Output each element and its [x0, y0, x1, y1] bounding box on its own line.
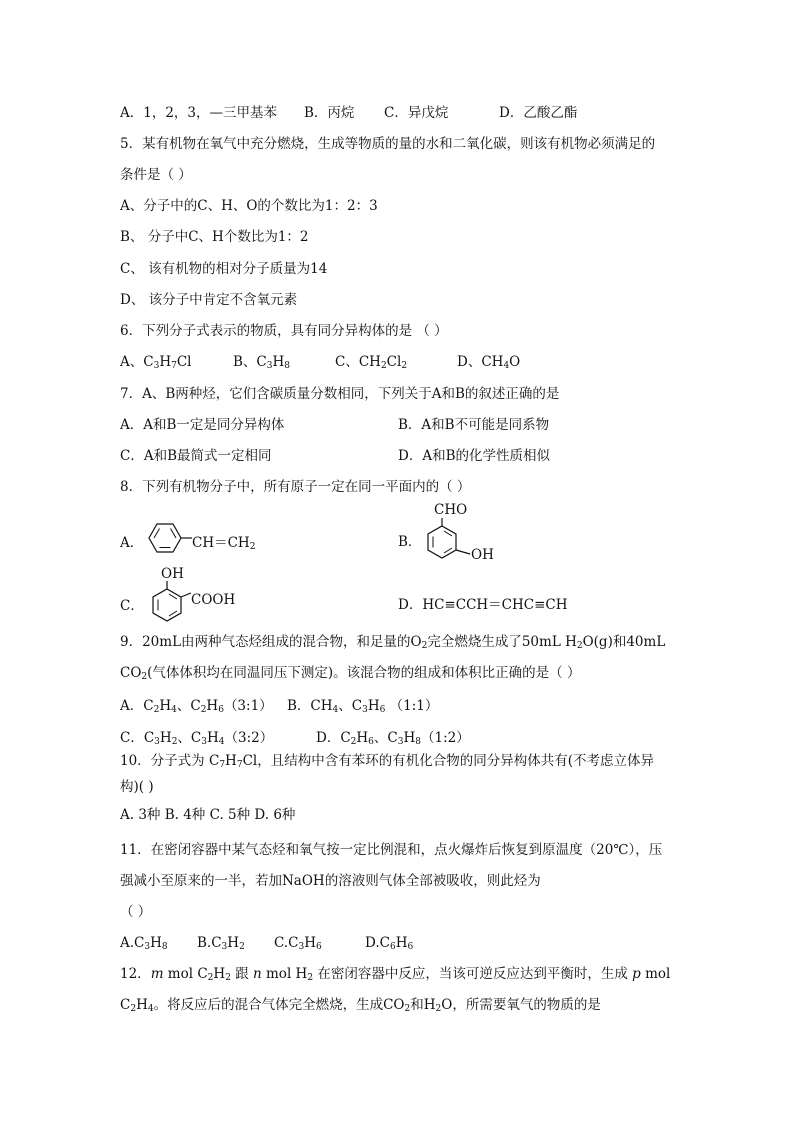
q6-option-a: A、$C_3H_7Cl$ — [120, 354, 192, 371]
q9-stem-line-2: $CO_2$(气体体积均在同温同压下测定)。该混合物的组成和体积比正确的是（ ） — [120, 665, 581, 682]
q8-a-vinyl-group: $CH=CH_2$ — [192, 535, 256, 552]
q9-option-c: C．$C_3H_2$、$C_3H_4(3:2)$ — [120, 730, 274, 747]
q5-option-b: B、 分子中C、H个数比为1：2 — [120, 229, 309, 245]
q8-c-cooh-label: COOH — [191, 592, 236, 608]
q8-b-oh-label: OH — [471, 547, 494, 563]
q5-stem-line-1: 5．某有机物在氧气中充分燃烧，生成等物质的量的水和二氧化碳，则该有机物必须满足的 — [120, 136, 656, 152]
q10-stem-line-1: 10．分子式为 $C_7H_7Cl$，且结构中含有苯环的有机化合物的同分异构体共有(不考虑立体异 — [120, 753, 654, 770]
q8-c-oh-label: OH — [161, 566, 184, 582]
q11-stem-line-2: 强减小至原来的一半，若加NaOH的溶液则气体全部被吸收，则此烃为 — [120, 873, 541, 889]
q11-stem-line-1: 11．在密闭容器中某气态烃和氧气按一定比例混和，点火爆炸后恢复到原温度（20℃），压 — [120, 842, 663, 858]
q10-stem-line-2: 构)( ) — [120, 779, 154, 795]
q5-option-a: A、分子中的C、H、O的个数比为1：2：3 — [120, 198, 378, 214]
q5-option-c: C、 该有机物的相对分子质量为14 — [120, 261, 328, 277]
q11-option-b: $B.C_3H_2$ — [197, 935, 245, 952]
q6-option-d: D、$CH_4O$ — [457, 354, 521, 371]
q10-options: A. 3种 B. 4种 C. 5种 D. 6种 — [120, 807, 296, 823]
q9-stem-line-1: 9．20mL由两种气态烃组成的混合物，和足量的$O_2$完全燃烧生成了50mL $H_2O(g)$和40mL — [120, 634, 666, 651]
q9-option-b: B．$CH_4$、$C_3H_6$ （1:1） — [287, 698, 439, 715]
q6-stem: 6．下列分子式表示的物质，具有同分异构体的是 （ ） — [120, 323, 448, 339]
q8-b-cho-label: CHO — [434, 502, 468, 518]
q5-stem-line-2: 条件是（ ） — [120, 167, 192, 183]
q5-option-d: D、 该分子中肯定不含氧元素 — [120, 292, 298, 308]
q7-option-b: B．A和B不可能是同系物 — [398, 417, 550, 433]
q8-option-c-label: C． — [120, 598, 144, 614]
q7-option-c: C．A和B最简式一定相同 — [120, 448, 272, 464]
q12-stem-line-2: $C_2H_4$。将反应后的混合气体完全燃烧，生成$CO_2$和$H_2O$，所需要氧气的物质的是 — [120, 997, 601, 1014]
q11-stem-line-3: （ ） — [120, 904, 152, 920]
q8-option-d: D．HC≡CCH＝CHC≡CH — [398, 597, 568, 613]
q4-option-d: D．乙酸乙酯 — [499, 105, 578, 121]
q7-option-a: A．A和B一定是同分异构体 — [120, 417, 285, 433]
q4-option-b: B．丙烷 — [304, 105, 355, 121]
q8-stem: 8．下列有机物分子中，所有原子一定在同一平面内的（ ） — [120, 479, 471, 495]
q11-option-d: $D.C_6H_6$ — [365, 935, 414, 952]
q4-option-a: A．1，2，3，—三甲基苯 — [120, 105, 278, 121]
q9-option-a: A．$C_2H_4$、$C_2H_6(3:1)$ — [120, 698, 273, 715]
q6-option-c: C、$CH_2Cl_2$ — [335, 354, 408, 371]
q9-option-d: D．$C_2H_6$、$C_3H_8(1:2)$ — [316, 730, 470, 747]
q6-option-b: B、$C_3H_8$ — [233, 354, 290, 371]
q7-stem: 7．A、B两种烃，它们含碳质量分数相同，下列关于A和B的叙述正确的是 — [120, 386, 560, 402]
q8-option-b-label: B． — [398, 534, 422, 550]
q7-option-d: D．A和B的化学性质相似 — [398, 448, 550, 464]
q4-option-c: C．异戊烷 — [384, 105, 449, 121]
q11-option-a: $A.C_3H_8$ — [120, 935, 168, 952]
q8-a-benzene-ring — [140, 522, 200, 562]
q12-stem-line-1: 12．m mol $C_2H_2$ 跟 n mol $H_2$ 在密闭容器中反应，当该可逆反应达到平衡时，生成 p mol — [120, 966, 671, 983]
q11-option-c: $C.C_3H_6$ — [274, 935, 322, 952]
q8-option-a-label: A． — [120, 535, 144, 551]
